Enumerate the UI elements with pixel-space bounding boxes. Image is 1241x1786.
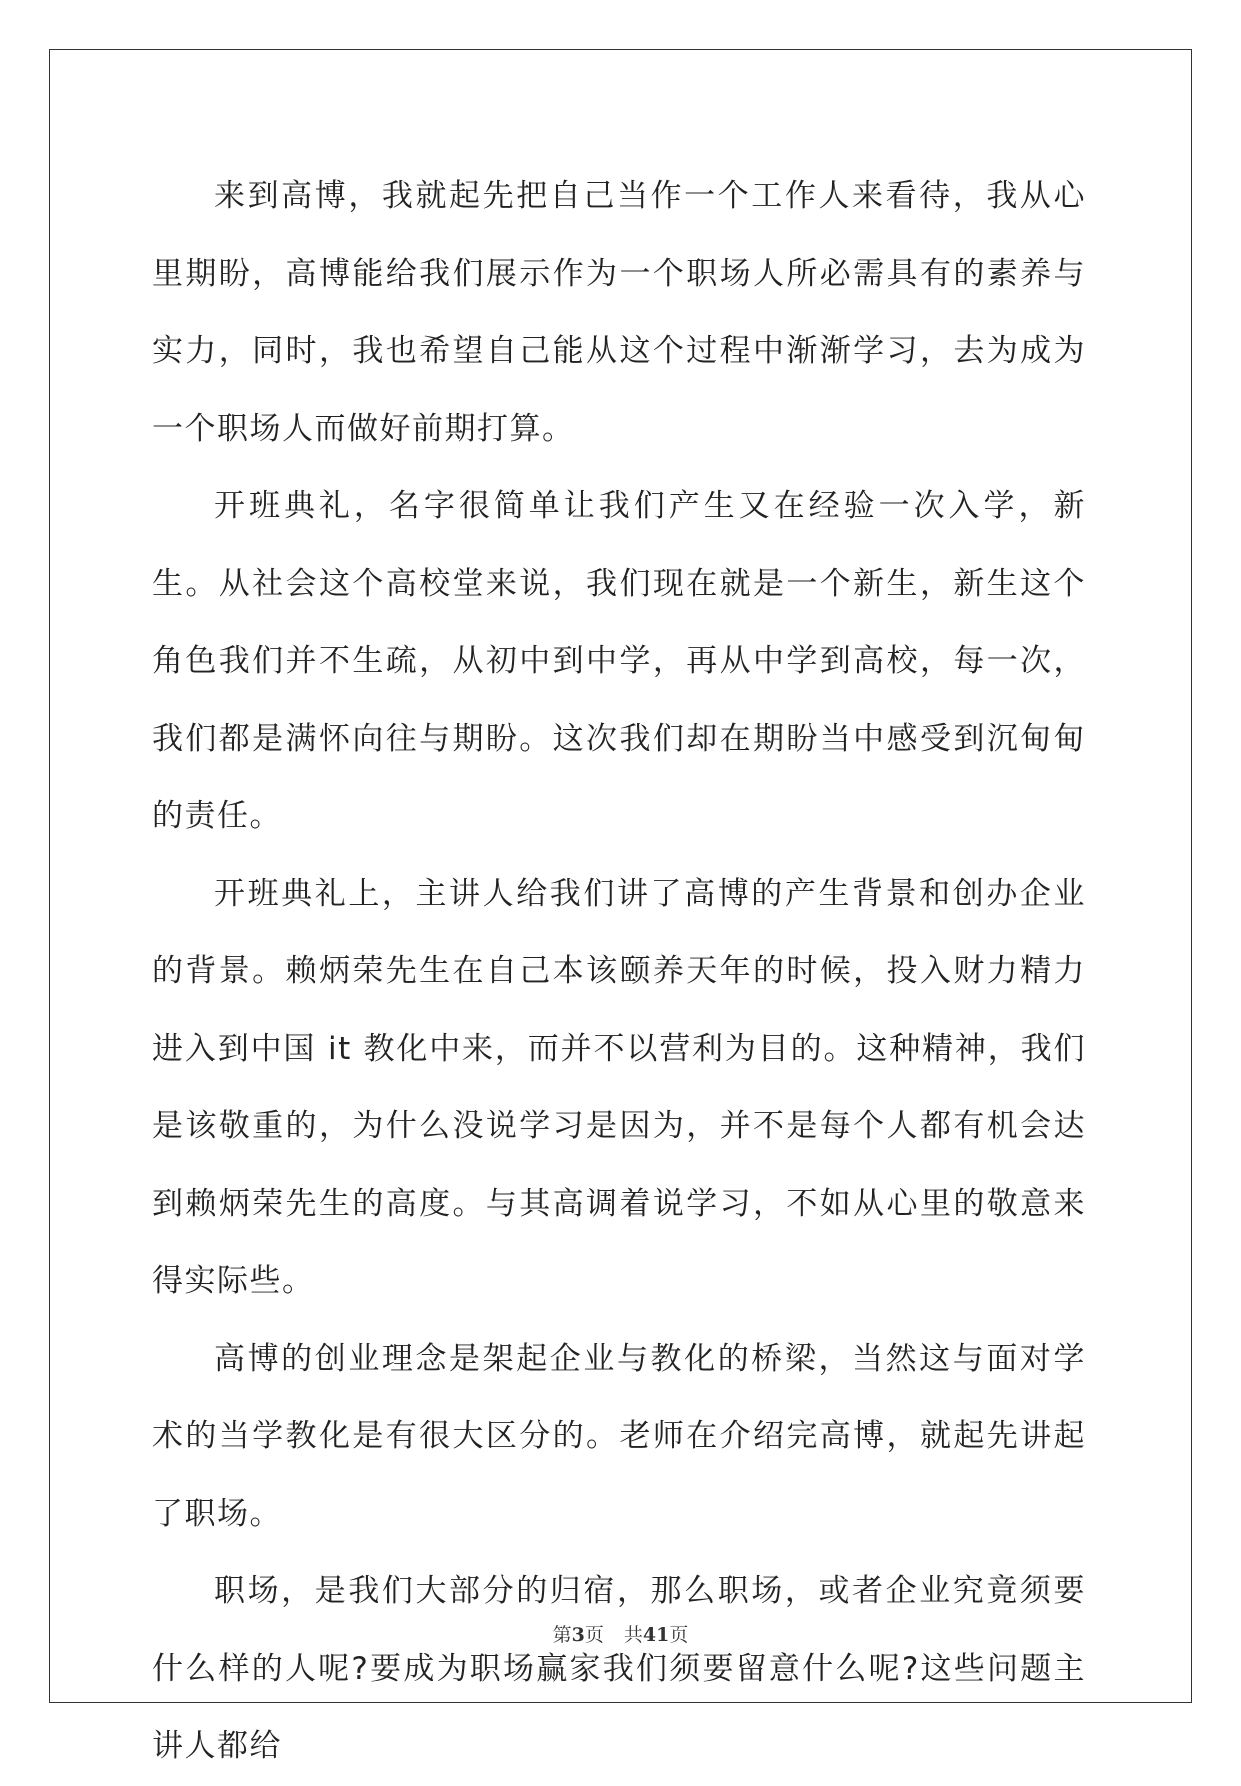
page-prefix: 第: [552, 1624, 572, 1646]
total-suffix: 页: [669, 1624, 689, 1646]
paragraph: 职场，是我们大部分的归宿，那么职场，或者企业究竟须要什么样的人呢?要成为职场赢家我们须要留意什么呢?这些问题主讲人都给: [152, 1573, 1086, 1764]
paragraph: 开班典礼，名字很简单让我们产生又在经验一次入学，新生。从社会这个高校堂来说，我们现在就是一个新生，新生这个角色我们并不生疏，从初中到中学，再从中学到高校，每一次，我们都是满怀向往与期盼。这次我们却在期盼当中感受到沉甸甸的责任。: [152, 488, 1086, 834]
page-suffix: 页: [584, 1624, 604, 1646]
page-number: 3: [571, 1624, 585, 1646]
paragraph: 高博的创业理念是架起企业与教化的桥梁，当然这与面对学术的当学教化是有很大区分的。老师在介绍完高博，就起先讲起了职场。: [152, 1340, 1086, 1532]
document-body: [152, 158, 1086, 1786]
total-prefix: 共: [623, 1624, 643, 1646]
page-footer: [0, 1620, 1241, 1647]
total-pages: 41: [642, 1624, 670, 1646]
paragraph: 来到高博，我就起先把自己当作一个工作人来看待，我从心里期盼，高博能给我们展示作为一个职场人所必需具有的素养与实力，同时，我也希望自己能从这个过程中渐渐学习，去为成为一个职场人而做好前期打算。: [152, 178, 1086, 447]
paragraph: 开班典礼上，主讲人给我们讲了高博的产生背景和创办企业的背景。赖炳荣先生在自己本该颐养天年的时候，投入财力精力进入到中国 it 教化中来，而并不以营利为目的。这种精神，我们是该敬重的，为什么没说学习是因为，并不是每个人都有机会达到赖炳荣先生的高度。与其高调着说学习，不如从心里的敬意来得实际些。: [152, 875, 1086, 1299]
